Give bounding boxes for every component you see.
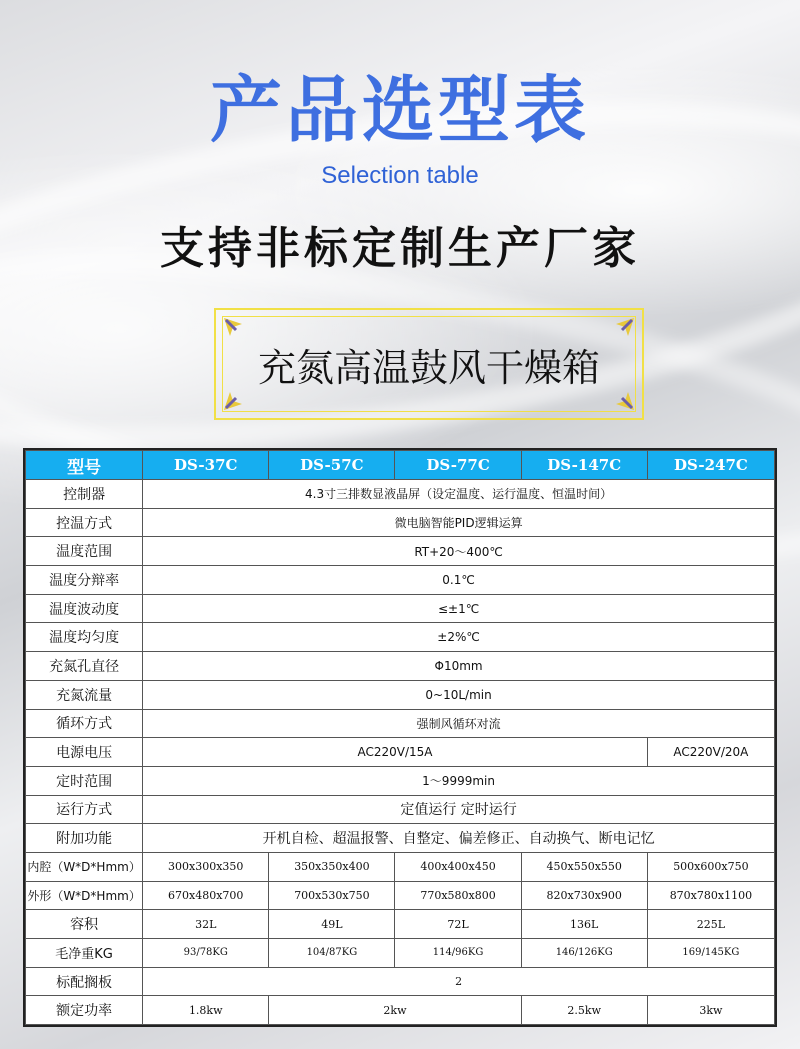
row-value: 强制风循环对流 — [143, 709, 775, 738]
header-model: DS-147C — [521, 451, 647, 480]
table-row — [26, 623, 775, 652]
corner-ornament-icon — [614, 316, 636, 338]
row-value: 72L — [395, 910, 521, 939]
row-value: 1.8kw — [143, 996, 269, 1025]
row-value: 开机自检、超温报警、自整定、偏差修正、自动换气、断电记忆 — [143, 824, 775, 853]
header-model-label: 型号 — [26, 451, 143, 480]
table-row — [26, 680, 775, 709]
row-label: 内腔（W*D*Hmm） — [26, 852, 143, 881]
row-label: 充氮流量 — [26, 680, 143, 709]
corner-ornament-icon — [222, 390, 244, 412]
row-value: 2kw — [269, 996, 521, 1025]
slogan: 支持非标定制生产厂家 — [160, 223, 640, 274]
row-value: 870x780x1100 — [647, 881, 774, 910]
row-label: 运行方式 — [26, 795, 143, 824]
corner-ornament-icon — [614, 390, 636, 412]
row-value: 670x480x700 — [143, 881, 269, 910]
table-row — [26, 566, 775, 595]
table-row — [26, 852, 775, 881]
table-row — [26, 939, 775, 968]
row-value: 2 — [143, 967, 775, 996]
row-value: 350x350x400 — [269, 852, 395, 881]
table-row — [26, 881, 775, 910]
table-row — [26, 766, 775, 795]
row-label: 控温方式 — [26, 508, 143, 537]
row-value: 0.1℃ — [143, 566, 775, 595]
product-name-frame-inner — [222, 316, 636, 412]
row-label: 温度波动度 — [26, 594, 143, 623]
row-label: 充氮孔直径 — [26, 652, 143, 681]
table-row — [26, 594, 775, 623]
row-value: 114/96KG — [395, 939, 521, 968]
row-value: 0~10L/min — [143, 680, 775, 709]
row-value: Φ10mm — [143, 652, 775, 681]
row-value: 定值运行 定时运行 — [143, 795, 775, 824]
row-value: 300x300x350 — [143, 852, 269, 881]
row-value: 4.3寸三排数显液晶屏（设定温度、运行温度、恒温时间） — [143, 480, 775, 509]
row-label: 额定功率 — [26, 996, 143, 1025]
row-value: 3kw — [647, 996, 774, 1025]
table-row — [26, 967, 775, 996]
row-label: 温度均匀度 — [26, 623, 143, 652]
table-row — [26, 709, 775, 738]
row-label: 定时范围 — [26, 766, 143, 795]
table-row — [26, 537, 775, 566]
row-value: ±2%℃ — [143, 623, 775, 652]
row-label: 附加功能 — [26, 824, 143, 853]
row-value: 450x550x550 — [521, 852, 647, 881]
row-label: 温度范围 — [26, 537, 143, 566]
row-value: 169/145KG — [647, 939, 774, 968]
table-row — [26, 652, 775, 681]
table-row — [26, 996, 775, 1025]
row-value: 770x580x800 — [395, 881, 521, 910]
row-label: 循环方式 — [26, 709, 143, 738]
row-label: 温度分辩率 — [26, 566, 143, 595]
row-label: 容积 — [26, 910, 143, 939]
table-row — [26, 738, 775, 767]
row-value: 49L — [269, 910, 395, 939]
table-row — [26, 910, 775, 939]
row-value: 32L — [143, 910, 269, 939]
table-row — [26, 480, 775, 509]
row-label: 毛净重KG — [26, 939, 143, 968]
row-value: 1～9999min — [143, 766, 775, 795]
row-value: AC220V/15A — [143, 738, 648, 767]
corner-ornament-icon — [222, 316, 244, 338]
page-subtitle: Selection table — [321, 162, 479, 189]
table-row — [26, 824, 775, 853]
row-value: AC220V/20A — [647, 738, 774, 767]
header-model: DS-247C — [647, 451, 774, 480]
row-label: 标配搁板 — [26, 967, 143, 996]
row-value: RT+20～400℃ — [143, 537, 775, 566]
header-model: DS-57C — [269, 451, 395, 480]
table-row — [26, 795, 775, 824]
row-value: 2.5kw — [521, 996, 647, 1025]
table-row — [26, 508, 775, 537]
row-value: 400x400x450 — [395, 852, 521, 881]
row-label: 控制器 — [26, 480, 143, 509]
row-value: 700x530x750 — [269, 881, 395, 910]
row-label: 电源电压 — [26, 738, 143, 767]
row-value: 500x600x750 — [647, 852, 774, 881]
row-label: 外形（W*D*Hmm） — [26, 881, 143, 910]
selection-table — [23, 448, 777, 1027]
row-value: 820x730x900 — [521, 881, 647, 910]
row-value: 93/78KG — [143, 939, 269, 968]
row-value: 136L — [521, 910, 647, 939]
page-title: 产品选型表 — [209, 67, 590, 152]
table-header-row — [26, 451, 775, 480]
row-value: 微电脑智能PID逻辑运算 — [143, 508, 775, 537]
product-name-frame — [214, 308, 644, 420]
row-value: 225L — [647, 910, 774, 939]
header-model: DS-77C — [395, 451, 521, 480]
header-model: DS-37C — [143, 451, 269, 480]
row-value: ≤±1℃ — [143, 594, 775, 623]
row-value: 146/126KG — [521, 939, 647, 968]
row-value: 104/87KG — [269, 939, 395, 968]
product-name: 充氮高温鼓风干燥箱 — [257, 345, 600, 390]
